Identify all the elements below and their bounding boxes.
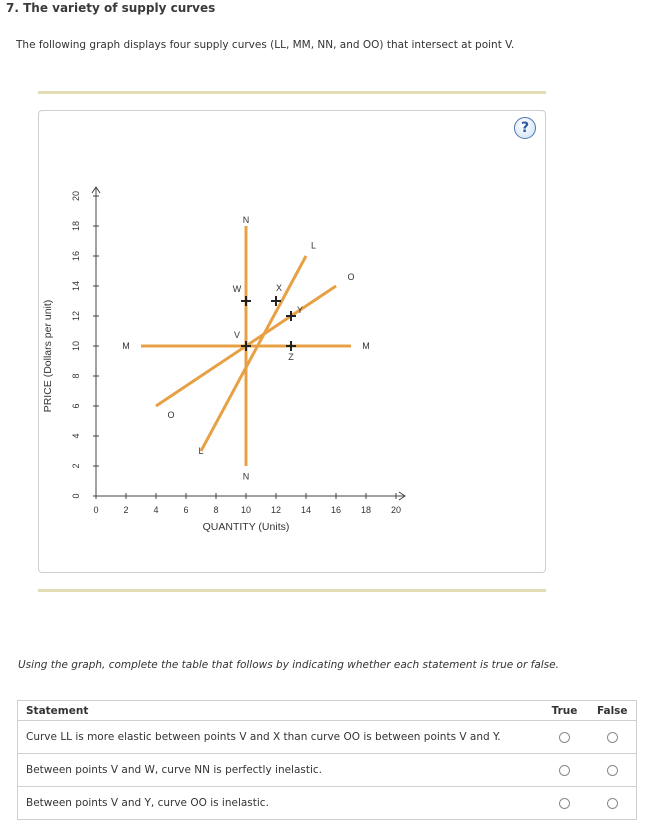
true-radio-1[interactable]: [559, 732, 570, 743]
y-tick-label: 12: [71, 310, 81, 322]
curve-label-ll: L: [198, 446, 204, 456]
y-tick-label: 20: [71, 190, 81, 202]
curve-label-nn: N: [242, 215, 250, 225]
x-tick-label: 12: [270, 505, 282, 515]
y-tick-label: 6: [71, 403, 81, 409]
x-tick-label: 14: [300, 505, 312, 515]
x-tick-label: 10: [240, 505, 252, 515]
statement-text: Between points V and W, curve NN is perfectly inelastic.: [18, 754, 541, 787]
x-tick-label: 18: [360, 505, 372, 515]
y-axis-label: PRICE (Dollars per unit): [42, 299, 54, 413]
y-tick-label: 16: [71, 250, 81, 262]
graph-panel: [38, 110, 546, 573]
curve-label-oo: O: [167, 410, 175, 420]
curve-label-oo: O: [347, 272, 355, 282]
x-axis-label: QUANTITY (Units): [202, 521, 290, 533]
question-intro: The following graph displays four supply curves (LL, MM, NN, and OO) that intersect at point V.: [16, 39, 515, 51]
x-tick-label: 0: [93, 505, 99, 515]
x-tick-label: 16: [330, 505, 342, 515]
curve-label-nn: N: [242, 471, 250, 482]
x-tick-label: 6: [183, 505, 189, 515]
y-tick-label: 0: [71, 493, 81, 499]
x-tick-label: 2: [123, 505, 129, 515]
y-tick-label: 2: [71, 463, 81, 469]
point-label-v: V: [233, 330, 241, 340]
point-label-y: Y: [296, 305, 304, 315]
supply-curves-chart: [39, 111, 545, 572]
y-tick-label: 18: [71, 220, 81, 232]
false-header: False: [589, 701, 637, 721]
instructions: Using the graph, complete the table that follows by indicating whether each statement is true or false.: [18, 659, 559, 671]
false-radio-2[interactable]: [607, 765, 618, 776]
table-row: [18, 787, 637, 820]
true-radio-2[interactable]: [559, 765, 570, 776]
curve-label-mm: M: [362, 341, 370, 351]
false-radio-1[interactable]: [607, 732, 618, 743]
y-tick-label: 4: [71, 433, 81, 439]
question-title: 7. The variety of supply curves: [6, 1, 216, 15]
table-header-row: [18, 701, 637, 721]
true-header: True: [541, 701, 589, 721]
help-button[interactable]: ?: [514, 117, 536, 139]
statement-header: Statement: [18, 701, 541, 721]
point-label-w: W: [232, 284, 242, 294]
top-divider: [38, 91, 546, 94]
statement-table: [17, 700, 637, 820]
curve-label-ll: L: [310, 240, 317, 251]
point-z: [286, 341, 296, 351]
x-tick-label: 8: [213, 505, 219, 515]
statement-text: Between points V and Y, curve OO is inelastic.: [18, 787, 541, 820]
bottom-divider: [38, 589, 546, 592]
y-tick-label: 14: [71, 280, 81, 292]
statement-text: Curve LL is more elastic between points V and X than curve OO is between points V and Y.: [18, 721, 541, 754]
point-w: [241, 296, 251, 306]
table-row: [18, 754, 637, 787]
true-radio-3[interactable]: [559, 798, 570, 809]
curve-label-mm: M: [122, 341, 130, 351]
y-tick-label: 8: [71, 373, 81, 379]
point-label-x: X: [275, 283, 283, 293]
x-tick-label: 4: [153, 505, 159, 515]
y-tick-label: 10: [71, 340, 81, 352]
point-label-z: Z: [288, 352, 294, 362]
x-tick-label: 20: [390, 505, 402, 515]
false-radio-3[interactable]: [607, 798, 618, 809]
table-row: [18, 721, 637, 754]
